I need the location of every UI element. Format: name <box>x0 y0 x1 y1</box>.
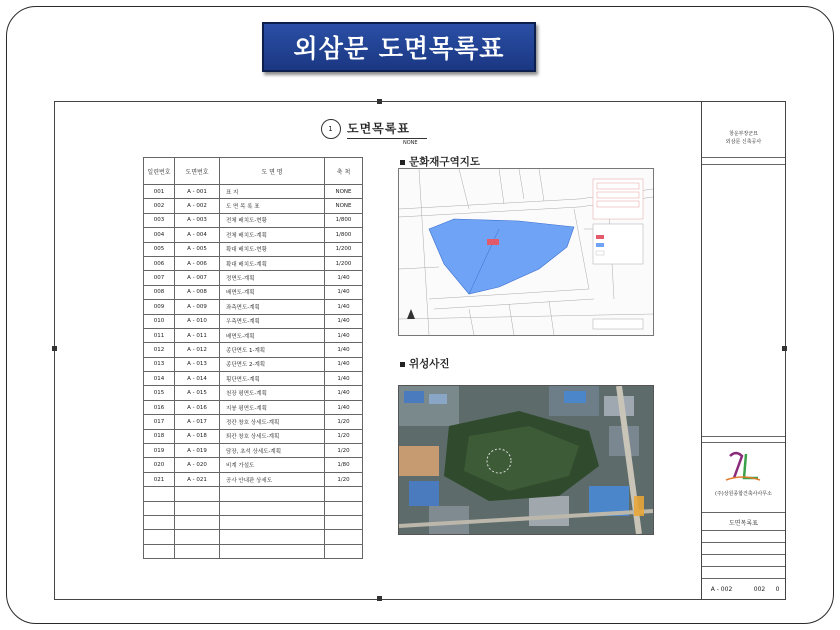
project-name-line1: 창운부장군묘 <box>729 131 758 137</box>
page-number: 002 <box>753 586 766 593</box>
bullet-square-icon <box>400 160 405 165</box>
satellite-photo <box>398 385 654 535</box>
header-scale: 축 척 <box>325 158 363 185</box>
cell-serial: 009 <box>144 300 175 314</box>
cell-drawing-name: 횡단면도-계획 <box>220 372 325 386</box>
cell-drawing-name: 전체 배치도-현황 <box>220 213 325 227</box>
cell-scale: 1/40 <box>325 343 363 357</box>
sheet-number: A - 002 <box>710 586 733 593</box>
cell-serial: 021 <box>144 472 175 486</box>
sheet-title: 도면목록표 <box>729 520 758 527</box>
cell-drawing-no: A - 020 <box>175 458 220 472</box>
bullet-square-icon <box>400 362 405 367</box>
table-row <box>144 343 363 357</box>
cell-drawing-no: A - 015 <box>175 386 220 400</box>
table-row <box>144 515 363 529</box>
cell-serial: 017 <box>144 415 175 429</box>
cell-serial: 002 <box>144 199 175 213</box>
cell-drawing-name <box>220 501 325 515</box>
cell-drawing-no: A - 013 <box>175 357 220 371</box>
cell-drawing-name: 정칸 창호 상세도-계획 <box>220 415 325 429</box>
cell-drawing-name: 공사 안내판 상세도 <box>220 472 325 486</box>
cell-drawing-name: 배면도-계획 <box>220 328 325 342</box>
cell-drawing-name: 표 지 <box>220 185 325 199</box>
cell-scale: 1/20 <box>325 444 363 458</box>
photo-heading: 위성사진 <box>400 356 450 371</box>
table-header-row <box>144 158 363 185</box>
drawing-list-table <box>143 157 363 559</box>
cell-scale: 1/40 <box>325 386 363 400</box>
table-row <box>144 256 363 270</box>
cell-drawing-no: A - 018 <box>175 429 220 443</box>
cell-drawing-no: A - 012 <box>175 343 220 357</box>
cell-scale: NONE <box>325 199 363 213</box>
cell-drawing-no: A - 003 <box>175 213 220 227</box>
cell-serial: 013 <box>144 357 175 371</box>
cell-scale: 1/40 <box>325 314 363 328</box>
cell-scale <box>325 530 363 544</box>
map-legend <box>593 179 643 329</box>
cell-drawing-name: 비계 가설도 <box>220 458 325 472</box>
cell-drawing-no <box>175 515 220 529</box>
cell-serial: 001 <box>144 185 175 199</box>
cell-drawing-name: 담장, 초석 상세도-계획 <box>220 444 325 458</box>
header-serial: 일련번호 <box>144 158 175 185</box>
table-row <box>144 415 363 429</box>
cell-drawing-name <box>220 515 325 529</box>
sheet-tick <box>377 596 382 601</box>
cell-drawing-name: 확대 배치도-계획 <box>220 256 325 270</box>
cell-scale <box>325 544 363 558</box>
cell-drawing-no: A - 007 <box>175 271 220 285</box>
header-drawing-name: 도 면 명 <box>220 158 325 185</box>
map-heading: 문화재구역지도 <box>400 154 480 169</box>
sheet-tick <box>52 346 57 351</box>
revision-number: 0 <box>775 586 780 593</box>
cell-drawing-name: 정면도-계획 <box>220 271 325 285</box>
cell-drawing-no: A - 016 <box>175 400 220 414</box>
cell-serial: 006 <box>144 256 175 270</box>
cell-serial: 004 <box>144 228 175 242</box>
cell-drawing-name: 우측면도-계획 <box>220 314 325 328</box>
cell-scale: NONE <box>325 185 363 199</box>
cell-serial: 020 <box>144 458 175 472</box>
cell-drawing-name: 도 면 목 록 표 <box>220 199 325 213</box>
cell-drawing-no: A - 005 <box>175 242 220 256</box>
cell-drawing-name: 천장 평면도-계획 <box>220 386 325 400</box>
cell-scale: 1/40 <box>325 400 363 414</box>
cell-drawing-name: 종단면도 1-계획 <box>220 343 325 357</box>
drawing-title <box>321 119 410 139</box>
cell-drawing-no <box>175 530 220 544</box>
cell-serial: 015 <box>144 386 175 400</box>
cell-drawing-name <box>220 544 325 558</box>
cell-drawing-name: 지붕 평면도-계획 <box>220 400 325 414</box>
cell-drawing-no: A - 011 <box>175 328 220 342</box>
table-row <box>144 372 363 386</box>
table-row <box>144 530 363 544</box>
cell-scale: 1/200 <box>325 256 363 270</box>
cell-drawing-no: A - 006 <box>175 256 220 270</box>
cell-serial: 016 <box>144 400 175 414</box>
cell-scale: 1/200 <box>325 242 363 256</box>
map-drawing <box>399 169 653 335</box>
cell-scale: 1/40 <box>325 372 363 386</box>
cell-drawing-name: 좌측면도-계획 <box>220 300 325 314</box>
cell-serial <box>144 544 175 558</box>
cell-drawing-no: A - 002 <box>175 199 220 213</box>
cell-drawing-name: 배면도-계획 <box>220 285 325 299</box>
cell-serial: 003 <box>144 213 175 227</box>
title-block <box>701 102 785 599</box>
table-row <box>144 242 363 256</box>
table-row <box>144 458 363 472</box>
cell-scale: 1/20 <box>325 429 363 443</box>
cell-drawing-no: A - 021 <box>175 472 220 486</box>
cell-serial <box>144 487 175 501</box>
cell-scale: 1/40 <box>325 285 363 299</box>
table-row <box>144 271 363 285</box>
table-row <box>144 328 363 342</box>
cell-serial: 005 <box>144 242 175 256</box>
cell-drawing-no: A - 008 <box>175 285 220 299</box>
cell-scale: 1/40 <box>325 300 363 314</box>
drawing-title-text: 도면목록표 <box>347 121 410 136</box>
cell-scale: 1/40 <box>325 357 363 371</box>
company-logo <box>720 448 766 488</box>
cell-scale: 1/20 <box>325 472 363 486</box>
cell-drawing-no: A - 019 <box>175 444 220 458</box>
title-underline <box>347 138 427 139</box>
cell-scale: 1/80 <box>325 458 363 472</box>
cell-scale <box>325 501 363 515</box>
table-row <box>144 357 363 371</box>
cell-serial: 019 <box>144 444 175 458</box>
cell-drawing-name: 퇴칸 창호 상세도-계획 <box>220 429 325 443</box>
drawing-sheet <box>54 101 786 600</box>
sheet-tick <box>377 99 382 104</box>
cell-serial: 008 <box>144 285 175 299</box>
table-row <box>144 400 363 414</box>
cell-drawing-no <box>175 501 220 515</box>
company-name: (주)상원종합건축사사무소 <box>714 491 773 497</box>
cell-scale: 1/800 <box>325 228 363 242</box>
table-row <box>144 501 363 515</box>
cell-drawing-no: A - 010 <box>175 314 220 328</box>
heritage-zone-map <box>398 168 654 336</box>
cell-drawing-no: A - 001 <box>175 185 220 199</box>
cell-scale <box>325 487 363 501</box>
table-row <box>144 199 363 213</box>
cell-scale: 1/800 <box>325 213 363 227</box>
cell-drawing-name <box>220 530 325 544</box>
cell-drawing-no: A - 014 <box>175 372 220 386</box>
cell-scale: 1/20 <box>325 415 363 429</box>
cell-scale <box>325 515 363 529</box>
satellite-image <box>399 386 653 534</box>
cell-serial: 011 <box>144 328 175 342</box>
cell-serial: 018 <box>144 429 175 443</box>
cell-serial: 010 <box>144 314 175 328</box>
cell-serial <box>144 515 175 529</box>
cell-drawing-no <box>175 487 220 501</box>
cell-drawing-no: A - 017 <box>175 415 220 429</box>
table-row <box>144 386 363 400</box>
heritage-zone-area <box>429 219 574 294</box>
cell-scale: 1/40 <box>325 271 363 285</box>
table-row <box>144 285 363 299</box>
table-row <box>144 300 363 314</box>
cell-drawing-name: 전체 배치도-계획 <box>220 228 325 242</box>
north-arrow-icon <box>407 309 415 319</box>
cell-serial <box>144 501 175 515</box>
cell-serial: 014 <box>144 372 175 386</box>
table-row <box>144 544 363 558</box>
cell-drawing-name <box>220 487 325 501</box>
cell-drawing-no: A - 004 <box>175 228 220 242</box>
table-row <box>144 444 363 458</box>
table-row <box>144 429 363 443</box>
drawing-number-circle: 1 <box>321 119 341 139</box>
cell-serial: 007 <box>144 271 175 285</box>
page-title: 외삼문 도면목록표 <box>262 22 536 72</box>
table-row <box>144 228 363 242</box>
project-name-line2: 외삼문 신축공사 <box>725 139 762 145</box>
cell-drawing-no: A - 009 <box>175 300 220 314</box>
drawing-scale: NONE <box>403 140 418 146</box>
cell-drawing-name: 종단면도 2-계획 <box>220 357 325 371</box>
table-row <box>144 314 363 328</box>
cell-drawing-name: 확대 배치도-현황 <box>220 242 325 256</box>
cell-serial: 012 <box>144 343 175 357</box>
table-row <box>144 185 363 199</box>
table-row <box>144 487 363 501</box>
cell-drawing-no <box>175 544 220 558</box>
table-row <box>144 213 363 227</box>
building-site-marker <box>487 239 499 245</box>
cell-scale: 1/40 <box>325 328 363 342</box>
cell-serial <box>144 530 175 544</box>
table-row <box>144 472 363 486</box>
header-drawing-no: 도면번호 <box>175 158 220 185</box>
